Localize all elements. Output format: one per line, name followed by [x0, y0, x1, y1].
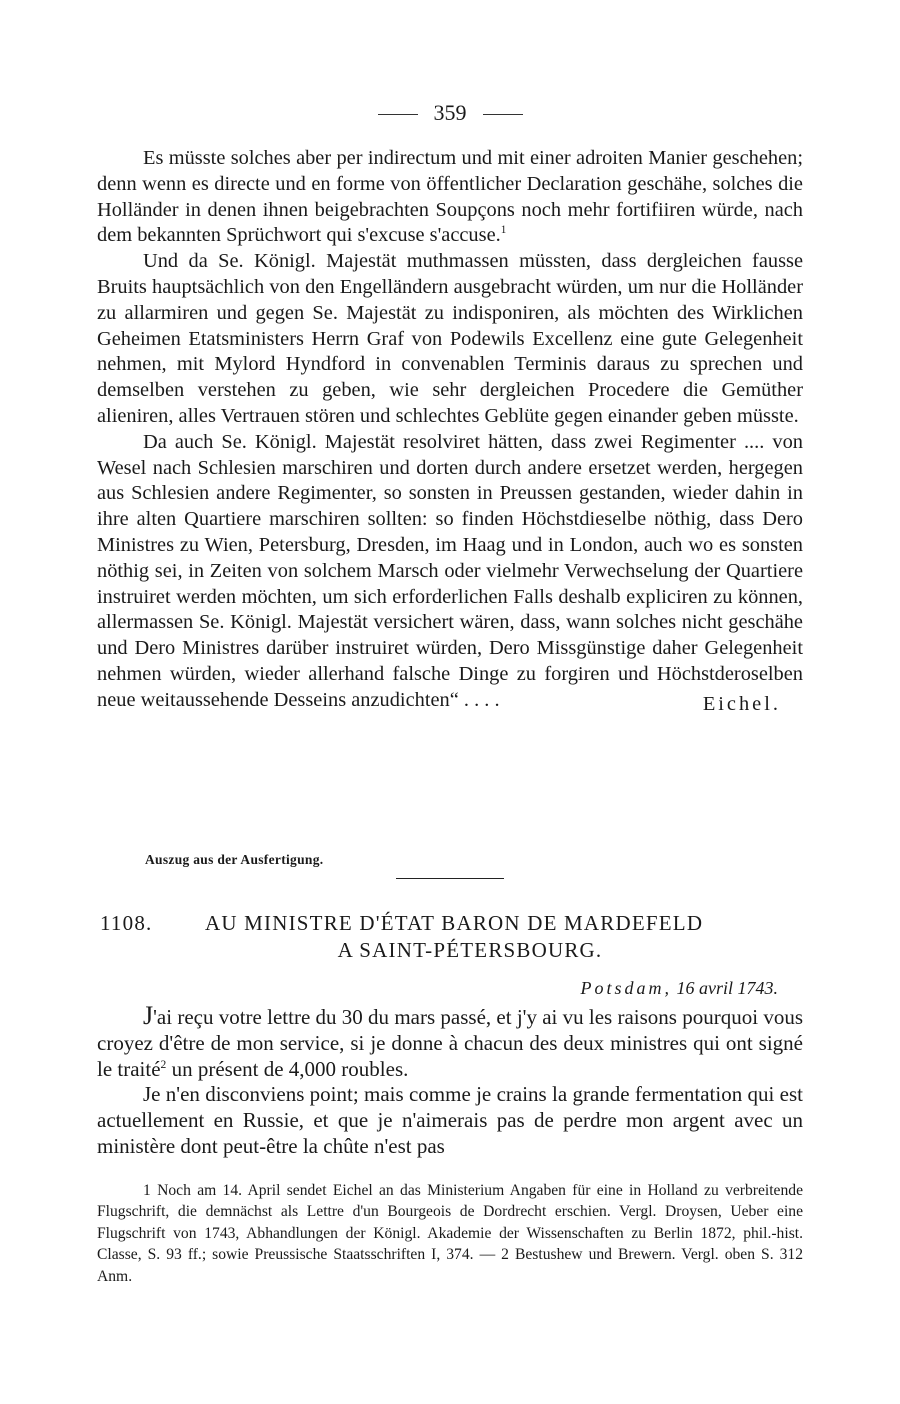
footnote-ref: 2: [160, 1058, 167, 1071]
body-text: [97, 146, 803, 718]
header-rule-right: [483, 114, 523, 115]
letter-text: [97, 1003, 803, 1160]
section-divider: [396, 878, 504, 879]
heading-line-1: [100, 910, 800, 937]
footnotes: [97, 1180, 803, 1287]
document-title-line-2: A SAINT-PÉTERSBOURG.: [337, 938, 603, 962]
source-note: Auszug aus der Ausfertigung.: [145, 852, 324, 867]
place-date: [581, 978, 779, 999]
paragraph: Je n'en disconviens point; mais comme je crains la grande fermentation qui est actuellement en Russie, et que je n'aimerais pas de perdre mon argent avec un ministère dont peut-être la chûte n'est pas: [97, 1082, 803, 1158]
document-number: 1108.: [100, 911, 153, 935]
paragraph: Da auch Se. Königl. Majestät resolviret hätten, dass zwei Regimenter .... von Wesel nach Schlesien marschiren und dorten durch andere ersetzet werden, hergegen aus Schlesien andere Regimenter, so sonsten in Preussen gestanden, wieder dahin in ihre alten Quartiere marschiren sollten: so finden Höchstdieselbe nöthig, dass Dero Ministres zu Wien, Petersburg, Dresden, im Haag und in London, auch wo es sonsten nöthig sei, in Zeiten von solchem Marsch oder vielmehr Verwechselung der Quartiere instruiret werden möchten, um sich erforderlichen Falls deshalb expliciren zu können, allermassen Se. Königl. Majestät versichert wären, dass, wann solches nicht geschähe und Dero Ministres darüber instruiret würden, Dero Missgünstige daher Gelegenheit nehmen würden, wieder allerhand falsche Dinge zu forgiren und Höchstderoselben neue weitaussehende Desseins anzudichten“ . . . . Eichel.: [97, 430, 803, 714]
paragraph: Und da Se. Königl. Majestät muthmassen müssten, dass dergleichen fausse Bruits hauptsächlich von den Engelländern ausgebracht würden, um nur die Holländer zu allarmiren und gegen Se. Majestät zu indisponiren, als möchten des Wirklichen Geheimen Etatsministers Herrn Graf von Podewils Excellenz eine gute Gelegenheit nehmen, mit Mylord Hyndford in convenablen Terminis daraus zu sprechen und demselben verstehen zu geben, wie sehr dergleichen Procedere die Gemüther alieniren, alles Vertrauen stören und schlechtes Geblüte gegen einander geben müsste.: [97, 250, 803, 427]
paragraph: J'ai reçu votre lettre du 30 du mars passé, et j'y ai vu les raisons pourquoi vous croyez d'être de mon service, si je donne à chacun des deux ministres qui ont signé le traité$^2$ un présent de 4,000 roubles.: [97, 1001, 803, 1081]
footnote-text: 1 Noch am 14. April sendet Eichel an das Ministerium Angaben für eine in Holland zu verbreitende Flugschrift, die demnächst als Lettre d'un Bourgeois de Dordrecht erschien. Vergl. Droysen, Ueber eine Flugschrift von 1743, Abhandlungen der Königl. Akademie der Wissenschaften zu Berlin 1872, phil.-hist. Classe, S. 93 ff.; sowie Preussische Staatsschriften I, 374. — 2 Bestushew und Brewern. Vergl. oben S. 312 Anm.: [97, 1182, 803, 1285]
place: Potsdam,: [580, 978, 672, 998]
paragraph: Es müsste solches aber per indirectum und mit einer adroiten Manier geschehen; denn wenn es directe und en forme von öffentlicher Declaration geschähe, solches die Holländer in denen ihnen beigebrachten Soupçons noch mehr fortifiiren würde, nach dem bekannten Sprüchwort qui s'excuse s'accuse.$^1$: [97, 147, 803, 247]
initial-letter: J: [143, 1001, 154, 1030]
page-number: 359: [433, 100, 467, 125]
footnote-ref: 1: [500, 224, 507, 237]
header-rule-left: [378, 114, 418, 115]
page-header: [0, 100, 900, 126]
signature: Eichel.: [702, 692, 781, 715]
document-title-line-1: AU MINISTRE D'ÉTAT BARON DE MARDEFELD: [205, 911, 704, 935]
date: 16 avril 1743.: [676, 978, 778, 998]
document-heading: [100, 910, 800, 964]
